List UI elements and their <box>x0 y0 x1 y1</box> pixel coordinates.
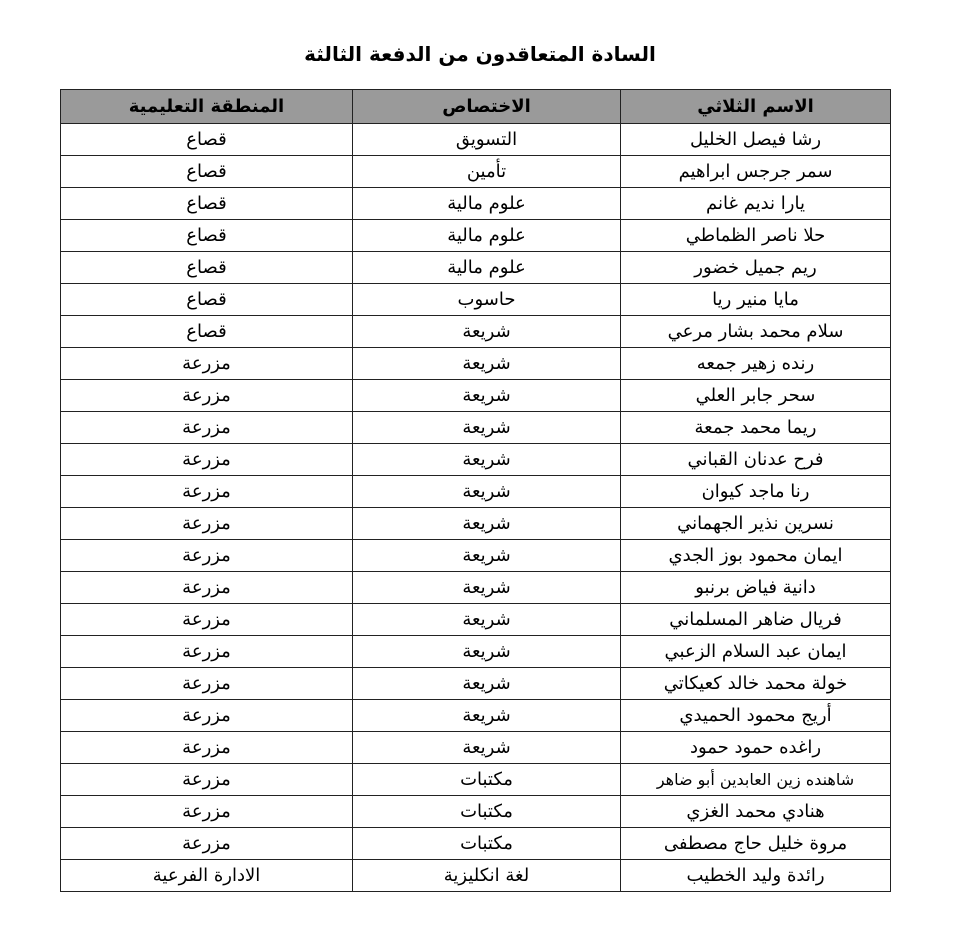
region-cell: مزرعة <box>61 796 353 828</box>
table-row <box>61 316 891 348</box>
name-cell: نسرين نذير الجهماني <box>621 508 891 540</box>
specialty-cell: التسويق <box>353 124 621 156</box>
region-cell: قصاع <box>61 220 353 252</box>
region-cell: مزرعة <box>61 444 353 476</box>
name-cell: ريما محمد جمعة <box>621 412 891 444</box>
table-row <box>61 636 891 668</box>
region-cell: قصاع <box>61 252 353 284</box>
specialty-cell: مكتبات <box>353 796 621 828</box>
specialty-cell: شريعة <box>353 380 621 412</box>
table-row <box>61 124 891 156</box>
table-row <box>61 732 891 764</box>
specialty-cell: شريعة <box>353 572 621 604</box>
table-row <box>61 540 891 572</box>
table-row <box>61 700 891 732</box>
specialty-cell: شريعة <box>353 700 621 732</box>
region-cell: مزرعة <box>61 700 353 732</box>
specialty-cell: مكتبات <box>353 764 621 796</box>
specialty-cell: مكتبات <box>353 828 621 860</box>
table-row <box>61 508 891 540</box>
name-cell: ايمان عبد السلام الزعبي <box>621 636 891 668</box>
name-cell: حلا ناصر الظماطي <box>621 220 891 252</box>
region-cell: قصاع <box>61 284 353 316</box>
header-row <box>61 90 891 124</box>
name-cell: رنا ماجد كيوان <box>621 476 891 508</box>
region-cell: مزرعة <box>61 476 353 508</box>
region-cell: قصاع <box>61 124 353 156</box>
name-cell: ريم جميل خضور <box>621 252 891 284</box>
region-cell: مزرعة <box>61 732 353 764</box>
table-row <box>61 156 891 188</box>
specialty-cell: علوم مالية <box>353 252 621 284</box>
region-cell: مزرعة <box>61 508 353 540</box>
column-header-specialty: الاختصاص <box>353 90 621 124</box>
name-cell: سلام محمد بشار مرعي <box>621 316 891 348</box>
column-header-region: المنطقة التعليمية <box>61 90 353 124</box>
region-cell: مزرعة <box>61 380 353 412</box>
name-cell: مروة خليل حاج مصطفى <box>621 828 891 860</box>
column-header-name: الاسم الثلاثي <box>621 90 891 124</box>
region-cell: مزرعة <box>61 764 353 796</box>
region-cell: مزرعة <box>61 412 353 444</box>
specialty-cell: شريعة <box>353 476 621 508</box>
specialty-cell: شريعة <box>353 412 621 444</box>
table-body <box>61 124 891 892</box>
name-cell: ايمان محمود بوز الجدي <box>621 540 891 572</box>
name-cell: مايا منير ريا <box>621 284 891 316</box>
region-cell: مزرعة <box>61 636 353 668</box>
specialty-cell: شريعة <box>353 540 621 572</box>
name-cell: فرح عدنان القباني <box>621 444 891 476</box>
table-row <box>61 860 891 892</box>
name-cell: فريال ضاهر المسلماني <box>621 604 891 636</box>
specialty-cell: تأمين <box>353 156 621 188</box>
name-cell: شاهنده زين العابدين أبو ضاهر <box>621 764 891 796</box>
region-cell: قصاع <box>61 188 353 220</box>
table-row <box>61 220 891 252</box>
region-cell: مزرعة <box>61 668 353 700</box>
region-cell: الادارة الفرعية <box>61 860 353 892</box>
name-cell: يارا نديم غانم <box>621 188 891 220</box>
name-cell: أريج محمود الحميدي <box>621 700 891 732</box>
specialty-cell: شريعة <box>353 668 621 700</box>
name-cell: رائدة وليد الخطيب <box>621 860 891 892</box>
page-title: السادة المتعاقدون من الدفعة الثالثة <box>304 42 656 66</box>
name-cell: دانية فياض برنبو <box>621 572 891 604</box>
table-row <box>61 188 891 220</box>
employees-table <box>60 89 891 892</box>
name-cell: رشا فيصل الخليل <box>621 124 891 156</box>
region-cell: قصاع <box>61 156 353 188</box>
table-row <box>61 380 891 412</box>
table-row <box>61 828 891 860</box>
table-header <box>61 90 891 124</box>
table-row <box>61 412 891 444</box>
name-cell: سحر جابر العلي <box>621 380 891 412</box>
specialty-cell: علوم مالية <box>353 220 621 252</box>
specialty-cell: علوم مالية <box>353 188 621 220</box>
specialty-cell: حاسوب <box>353 284 621 316</box>
region-cell: مزرعة <box>61 604 353 636</box>
table-row <box>61 348 891 380</box>
region-cell: مزرعة <box>61 348 353 380</box>
table-row <box>61 444 891 476</box>
specialty-cell: شريعة <box>353 348 621 380</box>
specialty-cell: شريعة <box>353 604 621 636</box>
table-row <box>61 572 891 604</box>
region-cell: مزرعة <box>61 572 353 604</box>
specialty-cell: شريعة <box>353 444 621 476</box>
name-cell: رنده زهير جمعه <box>621 348 891 380</box>
table-row <box>61 284 891 316</box>
region-cell: مزرعة <box>61 828 353 860</box>
specialty-cell: لغة انكليزية <box>353 860 621 892</box>
region-cell: مزرعة <box>61 540 353 572</box>
table-row <box>61 604 891 636</box>
specialty-cell: شريعة <box>353 636 621 668</box>
specialty-cell: شريعة <box>353 732 621 764</box>
name-cell: سمر جرجس ابراهيم <box>621 156 891 188</box>
table-row <box>61 668 891 700</box>
name-cell: خولة محمد خالد كعيكاتي <box>621 668 891 700</box>
table-row <box>61 764 891 796</box>
table-row <box>61 476 891 508</box>
name-cell: هنادي محمد الغزي <box>621 796 891 828</box>
specialty-cell: شريعة <box>353 316 621 348</box>
name-cell: راغده حمود حمود <box>621 732 891 764</box>
specialty-cell: شريعة <box>353 508 621 540</box>
region-cell: قصاع <box>61 316 353 348</box>
table-row <box>61 252 891 284</box>
table-row <box>61 796 891 828</box>
